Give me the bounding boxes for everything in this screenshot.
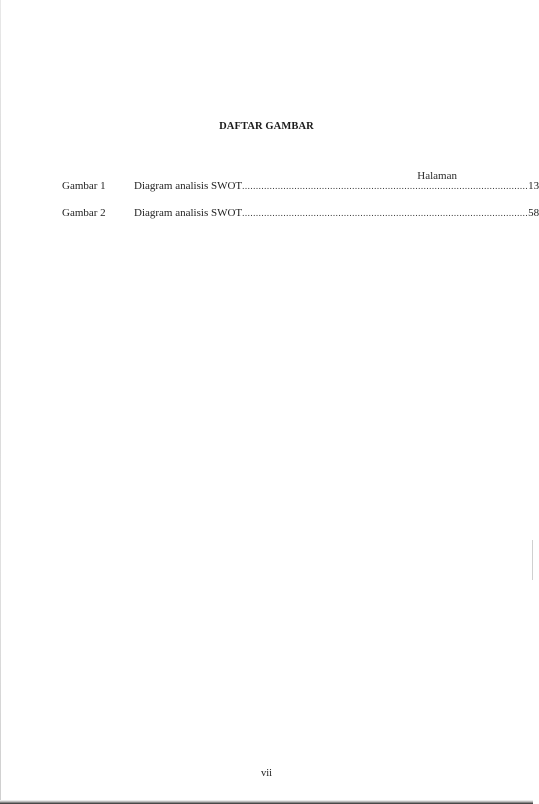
figure-label: Gambar 2 [62, 207, 106, 219]
page-column-header: Halaman [417, 170, 457, 182]
figure-description: Diagram analisis SWOT [134, 180, 243, 192]
figure-list-item [62, 180, 539, 194]
page-number: vii [260, 768, 273, 779]
figure-list-item [62, 207, 539, 221]
page-title: DAFTAR GAMBAR [219, 121, 314, 132]
figure-entry-line [134, 180, 539, 192]
scan-edge-bottom [0, 800, 533, 804]
figure-description: Diagram analisis SWOT [134, 207, 243, 219]
figure-label: Gambar 1 [62, 180, 106, 192]
scan-edge-right [532, 540, 533, 580]
figure-entry-line [134, 207, 539, 219]
figure-page-number: 13 [528, 180, 539, 192]
figure-page-number: 58 [528, 207, 539, 219]
dot-leader: ........................................................................................................ [242, 208, 529, 218]
dot-leader: ........................................................................................................ [242, 181, 529, 191]
